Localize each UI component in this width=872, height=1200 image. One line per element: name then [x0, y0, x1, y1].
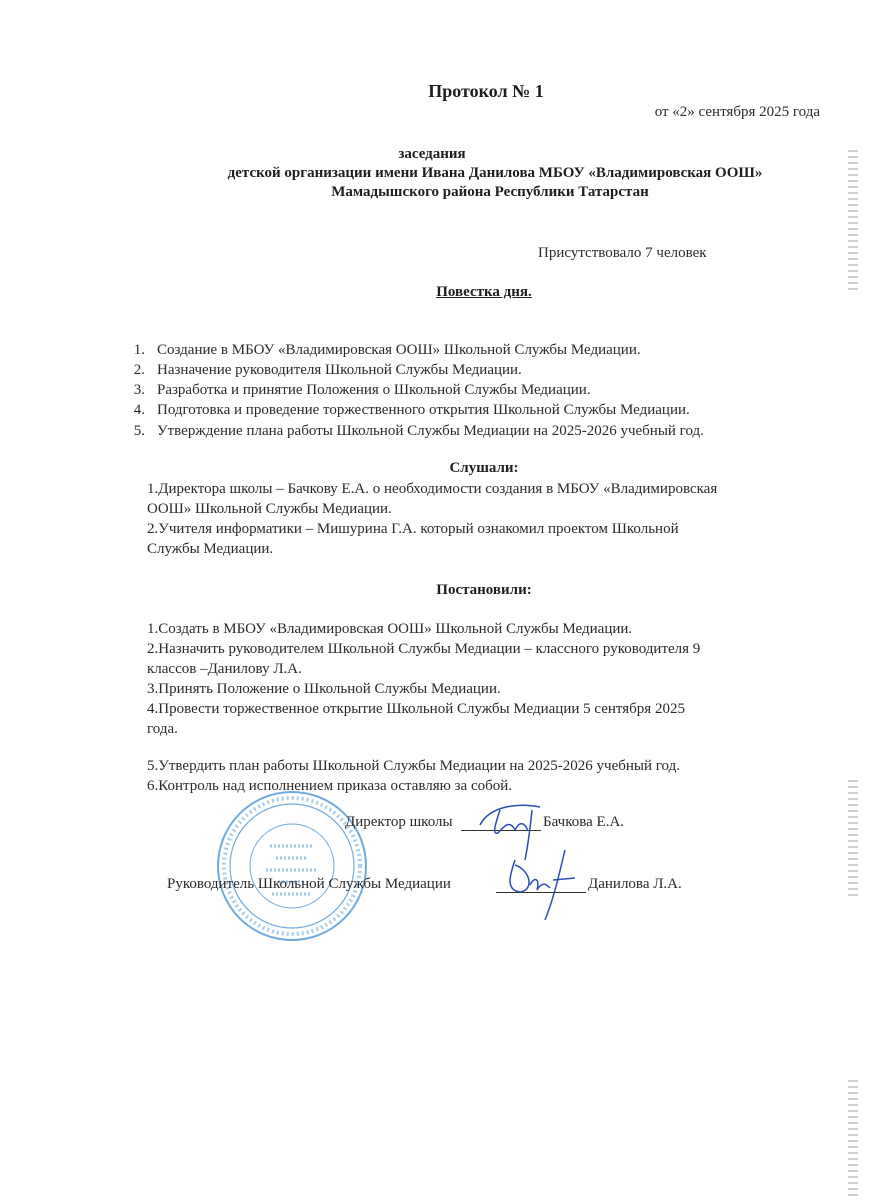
decided-line: 4.Провести торжественное открытие Школьной Службы Медиации 5 сентября 2025 — [147, 701, 685, 717]
decided-heading: Постановили: — [436, 582, 532, 598]
decided-line: 3.Принять Положение о Школьной Службы Медиации. — [147, 681, 501, 697]
agenda-heading: Повестка дня. — [436, 284, 532, 300]
decided-line: 1.Создать в МБОУ «Владимировская ООШ» Школьной Службы Медиации. — [147, 621, 633, 637]
head-name: Данилова Л.А. — [588, 876, 682, 892]
decided-line: классов –Данилову Л.А. — [147, 661, 302, 677]
school-stamp — [212, 786, 372, 946]
decided-line: 6.Контроль над исполнением приказа оставляю за собой. — [147, 778, 513, 794]
director-role: Директор школы — [345, 814, 453, 830]
decided-line: года. — [147, 721, 178, 737]
document-date: от «2» сентября 2025 года — [654, 104, 820, 120]
scan-mark — [848, 780, 858, 900]
head-signature — [495, 840, 585, 925]
listened-line: 2.Учителя информатики – Мишурина Г.А. который ознакомил проектом Школьной — [147, 521, 679, 537]
head-role: Руководитель Школьной Службы Медиации — [167, 876, 451, 892]
decided-line: 5.Утвердить план работы Школьной Службы Медиации на 2025-2026 учебный год. — [147, 758, 680, 774]
attendance: Присутствовало 7 человек — [538, 245, 707, 261]
listened-line: Службы Медиации. — [147, 541, 274, 557]
subtitle-organization: детской организации имени Ивана Данилова МБОУ «Владимировская ООШ» — [227, 165, 763, 181]
scan-mark — [848, 150, 858, 290]
subtitle-meeting: заседания — [398, 146, 466, 162]
decided-line: 2.Назначить руководителем Школьной Службы Медиации – классного руководителя 9 — [147, 641, 701, 657]
scan-mark — [848, 1080, 858, 1200]
listened-line: 1.Директора школы – Бачкову Е.А. о необходимости создания в МБОУ «Владимировская — [147, 481, 718, 497]
director-name: Бачкова Е.А. — [543, 814, 625, 830]
listened-line: ООШ» Школьной Службы Медиации. — [147, 501, 392, 517]
document-title: Протокол № 1 — [428, 81, 544, 101]
listened-heading: Слушали: — [449, 460, 519, 476]
subtitle-region: Мамадышского района Республики Татарстан — [331, 184, 649, 200]
